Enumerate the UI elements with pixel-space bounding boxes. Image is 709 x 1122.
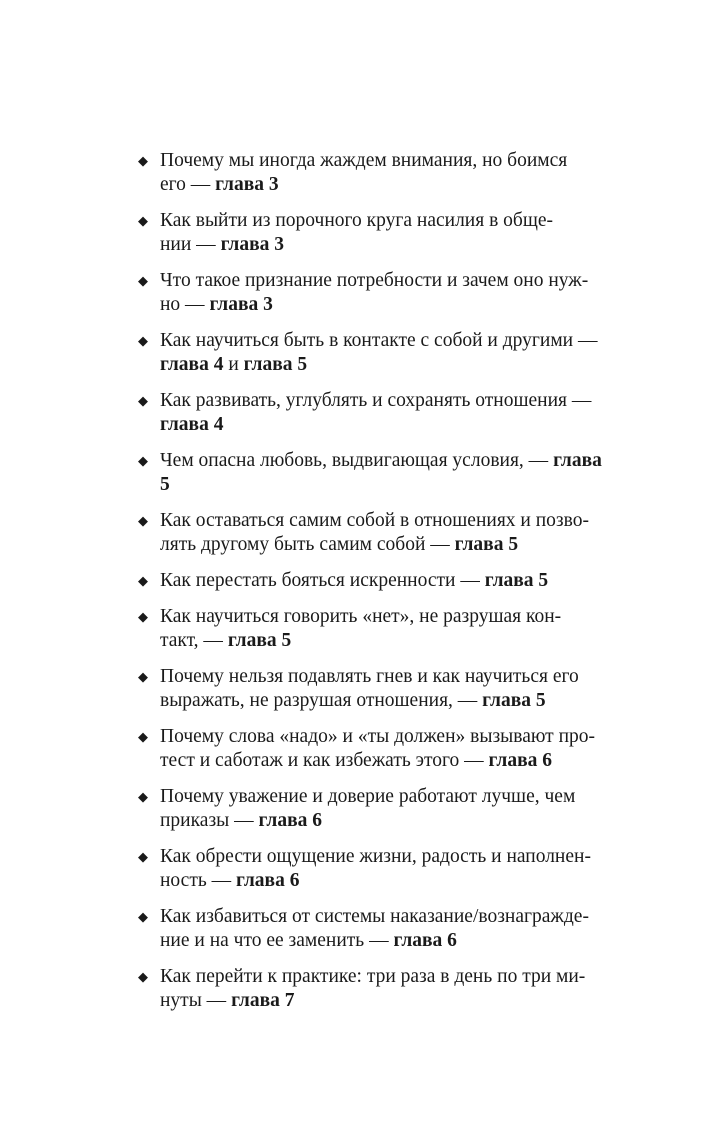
item-text: тест и саботаж и как избежать этого — [160,750,489,771]
chapter-ref: глава 5 [454,534,519,555]
diamond-bullet-icon: ◆ [138,909,148,924]
list-item [138,449,633,497]
item-text: нуты — [160,990,232,1011]
item-line: Как научиться говорить «нет», не разрушая кон- [160,606,562,627]
diamond-bullet-icon: ◆ [138,969,148,984]
item-text: его — [160,174,216,195]
chapter-ref: глава 6 [488,750,552,771]
diamond-bullet-icon: ◆ [138,393,148,408]
diamond-bullet-icon: ◆ [138,789,148,804]
chapter-ref: глава 5 [484,570,549,591]
list-item [138,569,633,593]
chapter-ref: глава 3 [209,294,273,315]
list-item [138,905,633,953]
list-item [138,149,633,197]
diamond-bullet-icon: ◆ [138,213,148,228]
item-text: выражать, не разрушая отношения, — [160,690,483,711]
diamond-bullet-icon: ◆ [138,453,148,468]
chapter-ref: глава 6 [258,810,322,831]
chapter-ref: глава 4 [160,354,224,375]
list-item [138,329,633,377]
item-line: Как избавиться от системы наказание/вознагражде- [160,906,589,927]
item-line: Как обрести ощущение жизни, радость и наполнен- [160,846,591,867]
diamond-bullet-icon: ◆ [138,849,148,864]
item-line: Как перейти к практике: три раза в день по три ми- [160,966,586,987]
chapter-ref: глава 5 [482,690,546,711]
chapter-ref: глава 6 [236,870,300,891]
item-line: Как оставаться самим собой в отношениях и позво- [160,510,589,531]
chapter-ref: глава 3 [220,234,285,255]
chapter-ref: глава 5 [227,630,292,651]
list-item [138,965,633,1013]
chapter-number: 5 [160,474,170,495]
item-text: Чем опасна любовь, выдвигающая условия, — [160,450,554,471]
chapter-ref: глава 6 [393,930,457,951]
chapter-ref: глава 4 [160,414,224,435]
item-text: приказы — [160,810,259,831]
diamond-bullet-icon: ◆ [138,333,148,348]
chapter-ref: глава 5 [243,354,308,375]
list-item [138,665,633,713]
item-text: ние и на что ее заменить — [160,930,394,951]
list-item [138,605,633,653]
item-text: и [223,354,244,375]
diamond-bullet-icon: ◆ [138,669,148,684]
diamond-bullet-icon: ◆ [138,729,148,744]
diamond-bullet-icon: ◆ [138,609,148,624]
list-item [138,209,633,257]
item-line: Почему нельзя подавлять гнев и как научиться его [160,666,579,687]
list-item [138,785,633,833]
list-item [138,509,633,557]
chapter-ref: глава [553,450,602,471]
item-line: Почему уважение и доверие работают лучше, чем [160,786,576,807]
item-text: Как перестать бояться искренности — [160,570,485,591]
diamond-bullet-icon: ◆ [138,513,148,528]
chapter-ref: глава 7 [231,990,295,1011]
diamond-bullet-icon: ◆ [138,573,148,588]
item-text: лять другому быть самим собой — [160,534,455,555]
item-line: Как развивать, углублять и сохранять отношения — [160,390,592,411]
diamond-bullet-icon: ◆ [138,153,148,168]
item-text: ность — [160,870,236,891]
list-item [138,845,633,893]
list-item [138,389,633,437]
list-item [138,725,633,773]
item-text: нии — [160,234,221,255]
item-line: Как выйти из порочного круга насилия в обще- [160,210,554,231]
item-text: такт, — [160,630,228,651]
chapter-ref: глава 3 [215,174,279,195]
topic-list [138,149,633,1025]
item-line: Почему слова «надо» и «ты должен» вызывают про- [160,726,595,747]
diamond-bullet-icon: ◆ [138,273,148,288]
item-text: но — [160,294,210,315]
list-item [138,269,633,317]
item-line: Что такое признание потребности и зачем оно нуж- [160,270,589,291]
item-line: Почему мы иногда жаждем внимания, но боимся [160,150,568,171]
item-line: Как научиться быть в контакте с собой и другими — [160,330,598,351]
